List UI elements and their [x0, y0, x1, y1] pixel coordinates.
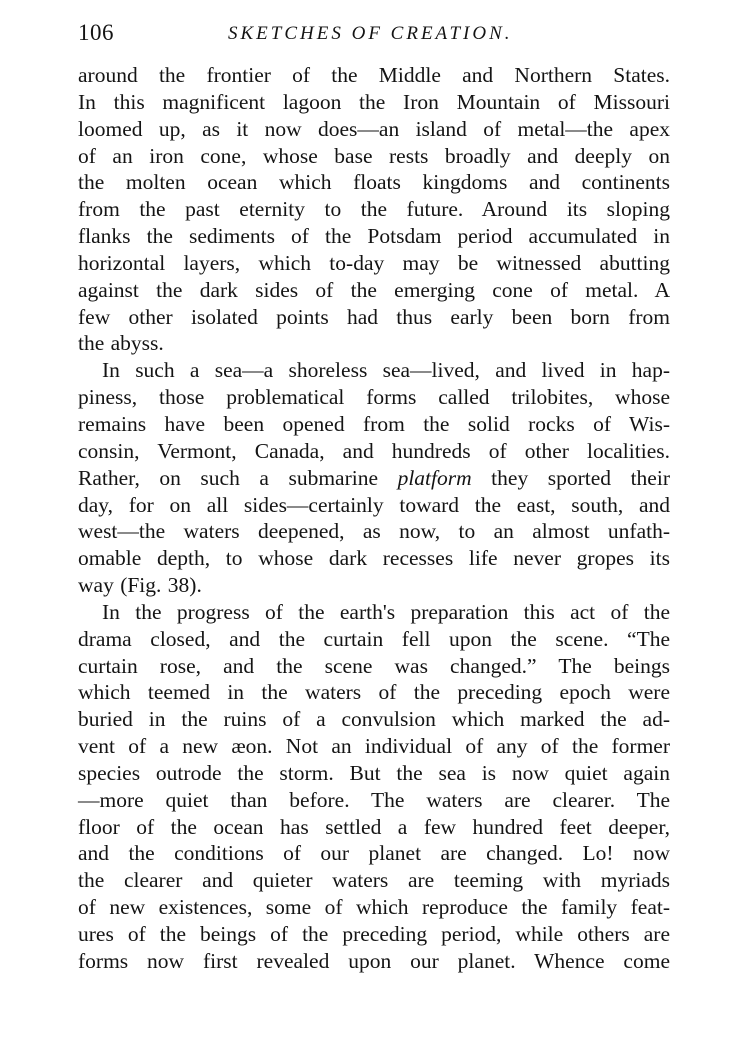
text-line: In this magnificent lagoon the Iron Mountain of Missouri	[78, 89, 670, 114]
text-segment: they sported their	[471, 465, 670, 490]
text-line: flanks the sediments of the Potsdam period accumulated in	[78, 224, 670, 249]
text-line: —more quiet than before. The waters are clearer. The	[78, 787, 670, 812]
text-line: curtain rose, and the scene was changed.” The beings	[78, 653, 670, 678]
text-line: forms now first revealed upon our planet. Whence come	[78, 948, 670, 973]
text-line: west—the waters deepened, as now, to an almost unfath-	[78, 519, 670, 544]
text-line: In the progress of the earth's preparation this act of the	[102, 599, 670, 624]
text-line: around the frontier of the Middle and Northern States.	[78, 63, 670, 87]
text-line: day, for on all sides—certainly toward the east, south, and	[78, 492, 670, 517]
text-line: against the dark sides of the emerging cone of metal. A	[78, 277, 670, 302]
paragraph-1	[78, 62, 670, 357]
text-line: floor of the ocean has settled a few hundred feet deeper,	[78, 814, 670, 839]
text-line: and the conditions of our planet are changed. Lo! now	[78, 841, 670, 866]
text-line: species outrode the storm. But the sea is now quiet again	[78, 760, 670, 785]
text-line: buried in the ruins of a convulsion which marked the ad-	[78, 707, 670, 732]
paragraph-3	[78, 599, 670, 975]
text-line: the molten ocean which floats kingdoms and continents	[78, 170, 670, 195]
text-line: from the past eternity to the future. Around its sloping	[78, 197, 670, 222]
page-header	[78, 18, 670, 52]
running-head: SKETCHES OF CREATION.	[228, 23, 513, 44]
text-line: In such a sea—a shoreless sea—lived, and lived in hap-	[102, 358, 670, 383]
page-number: 106	[78, 20, 114, 45]
text-line: of new existences, some of which reproduce the family feat-	[78, 895, 670, 920]
text-line: piness, those problematical forms called trilobites, whose	[78, 385, 670, 410]
text-line: few other isolated points had thus early been born from	[78, 304, 670, 329]
text-line: drama closed, and the curtain fell upon the scene. “The	[78, 626, 670, 651]
text-line: omable depth, to whose dark recesses life never gropes its	[78, 546, 670, 571]
text-line: which teemed in the waters of the preceding epoch were	[78, 680, 670, 705]
body-text	[78, 62, 670, 975]
text-line: of an iron cone, whose base rests broadly and deeply on	[78, 143, 670, 168]
text-line-with-italic	[78, 465, 670, 492]
italic-word: platform	[397, 465, 472, 490]
text-line: consin, Vermont, Canada, and hundreds of other localities.	[78, 438, 670, 463]
text-line: loomed up, as it now does—an island of metal—the apex	[78, 116, 670, 141]
text-line: remains have been opened from the solid rocks of Wis-	[78, 411, 670, 436]
text-line: ures of the beings of the preceding period, while others are	[78, 922, 670, 946]
text-line: horizontal layers, which to-day may be witnessed abutting	[78, 250, 670, 275]
text-line: the abyss.	[78, 331, 164, 356]
text-line: way (Fig. 38).	[78, 573, 202, 598]
paragraph-2	[78, 357, 670, 599]
text-line: the clearer and quieter waters are teeming with myriads	[78, 868, 670, 893]
text-line: vent of a new æon. Not an individual of any of the former	[78, 734, 670, 759]
text-segment: Rather, on such a submarine	[78, 465, 398, 490]
